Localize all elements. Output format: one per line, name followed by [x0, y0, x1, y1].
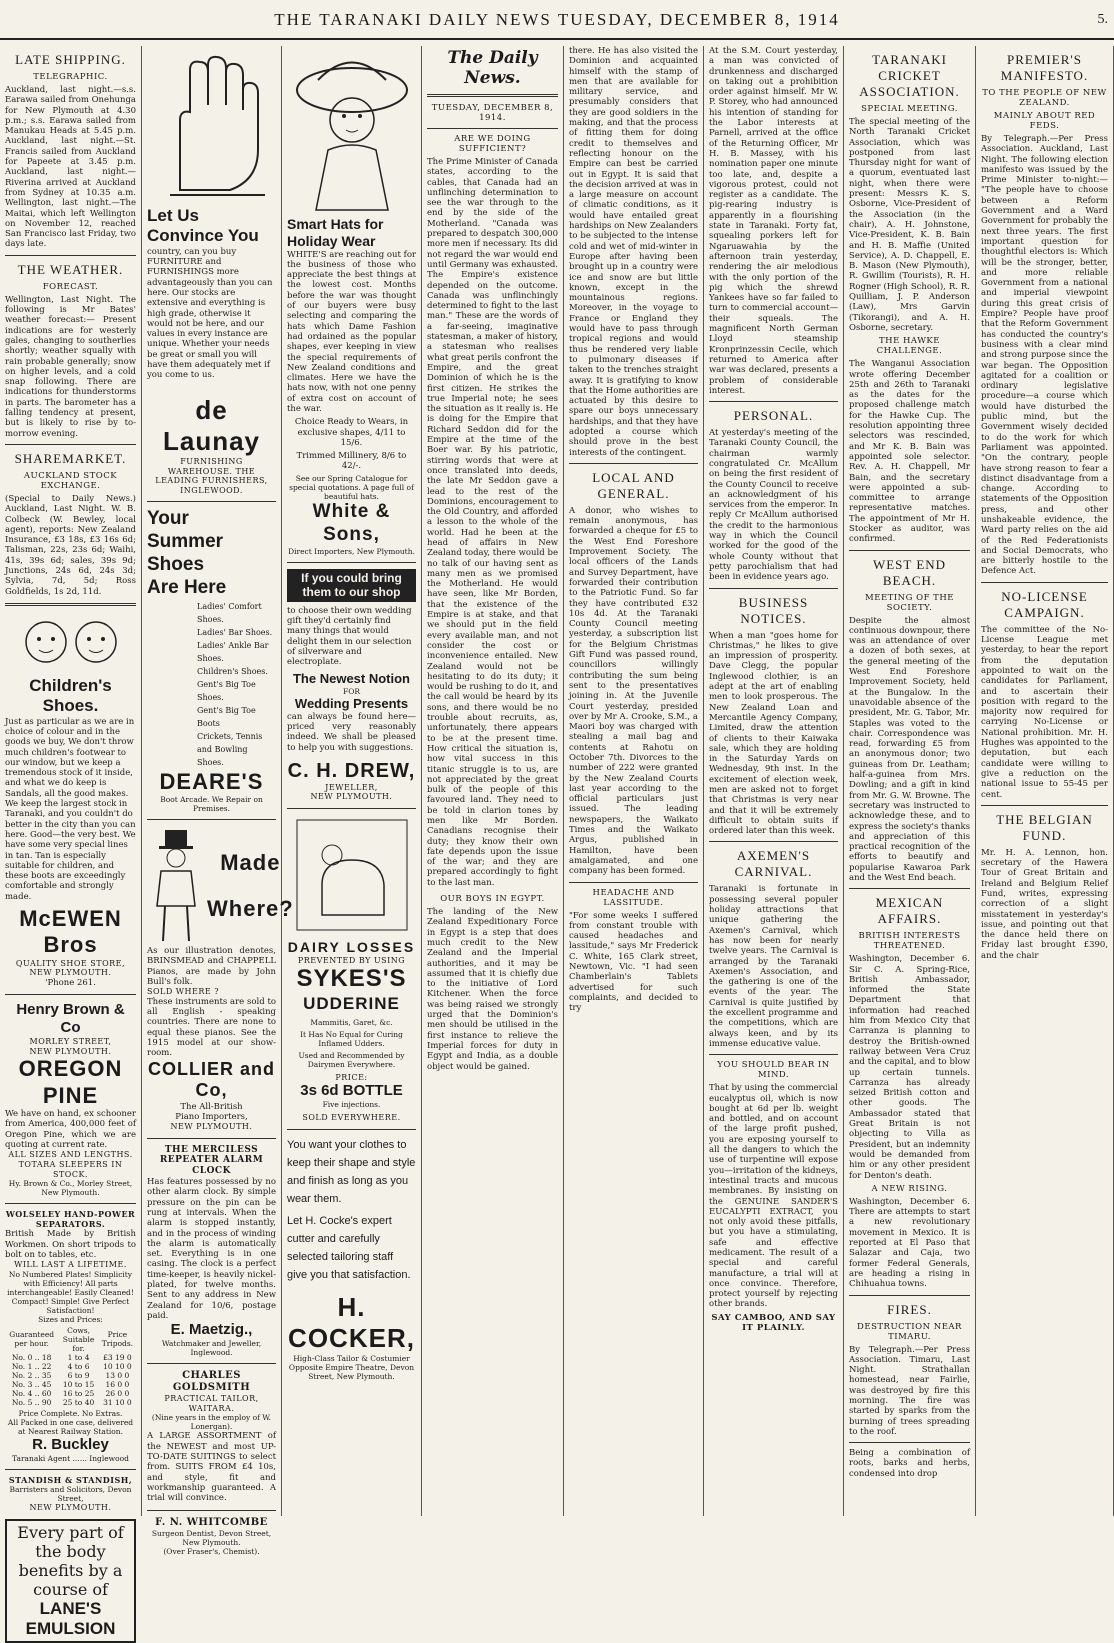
whitcombe-over: (Over Fraser's, Chemist).	[163, 1546, 260, 1556]
table-cell: 16 0 0	[105, 1379, 130, 1389]
lanes-text: Every part of the body benefits by a course of	[17, 1522, 124, 1599]
mcewen-name: McEWEN Bros	[19, 906, 122, 958]
divider	[849, 888, 970, 889]
cocker-sub: High-Class Tailor & Costumier Opposite Empire Theatre, Devon Street, New Plymouth.	[288, 1354, 415, 1382]
cocker-ad	[287, 1136, 416, 1381]
woman-in-hat-illustration	[288, 50, 416, 210]
sold-where: SOLD WHERE ?	[147, 987, 220, 997]
divider	[147, 819, 276, 820]
made-where-ad	[147, 826, 294, 1132]
divider	[569, 463, 698, 464]
premier-subheading: TO THE PEOPLE OF NEW ZEALAND.	[982, 88, 1107, 108]
oregon-sizes: ALL SIZES AND LENGTHS.	[8, 1150, 133, 1160]
buckley-name: R. Buckley	[32, 1435, 109, 1453]
column-7	[844, 46, 976, 1516]
table-cell: 26 0 0	[105, 1388, 130, 1398]
goldsmith-text: A LARGE ASSORTMENT of the NEWEST and most UP-TO-DATE SUITINGS to select from. SUITS FROM £4 10s, and style, fit and workmanship guaranteed. A trial will convince.	[147, 1431, 276, 1504]
oregon-pine-ad	[5, 1001, 136, 1197]
henry-brown-street: MORLEY STREET,	[29, 1037, 112, 1047]
table-cell: 10 to 15	[62, 1379, 95, 1389]
childrens-shoes-text: Just as particular as we are in choice of colour and in the goods we buy, We don't throw much children's footwear to our window, but we keep a tremendous stock of it inside, and what we do keep is Sandals, all the good makes. We keep the largest stock in Taranaki, and you couldn't do better in the city than you can here. Good—the very best. We have some very special lines in tan. Tan is especially suitable for children, and these boots are exceedingly comfortable and strongly made.	[5, 716, 136, 902]
goldsmith-years: (Nine years in the employ of W. Lonergan).	[151, 1413, 272, 1432]
maetzig-sub: Watchmaker and Jeweller, Inglewood.	[161, 1339, 262, 1358]
table-cell: No. 0 .. 18	[11, 1352, 52, 1362]
divider	[147, 501, 276, 502]
drew-name: C. H. DREW,	[287, 759, 416, 782]
west-end-text: Despite the almost continuous downpour, there was an attendance of over a dozen of both sexes, at the general meeting of the West End Foreshore Improvement Society, held at the Bungalow. In the unavoidable absence of the president, Mr. G. Tabor, Mr. Staples was voted to the chair. Correspondence was read, forwarding £5 from an anonymous donor; two guineas from Dr. Leatham; half-a-guinea from Mrs. Dowling; and a gift in kind from Mr. G. W. Browne. The secretary was instructed to acknowledge these, and to express the society's thanks and appreciation of this practical recognition of the efforts to beautify and popularise Kawaroa Park and the West End beach.	[849, 615, 970, 883]
notion-for: FOR	[343, 687, 360, 697]
business-notices-heading: BUSINESS NOTICES.	[738, 594, 809, 626]
divider	[287, 1129, 416, 1130]
wolseley-will: WILL LAST A LIFETIME.	[14, 1260, 127, 1270]
smart-hats-ad	[287, 216, 416, 556]
divider	[981, 582, 1108, 583]
column-8	[976, 46, 1114, 1516]
summer-are-here: Are Here	[147, 576, 227, 598]
divider	[849, 550, 970, 551]
local-general-text: A donor, who wishes to remain anonymous, has forwarded a cheque for £5 to the West End Foreshore Improvement Society. The local officers of the Lands and Survey Department, have forwarded their contribution to the Patriotic Fund. So far they have contributed £32 10s 4d. At the Taranaki County Council meeting yesterday, a subscription list for the Belgium Christmas Gift Fund was passed round, councillors willingly contributing the sum being sent to the presentatives joining in. At the Juvenile Court yesterday, presided over by Mr A. Crooke, S.M., a Maori boy was charged with stealing a mail bag and contents at Rahotu on October 7th. Divorces to the number of 222 were granted by the New Zealand Courts last year according to the official particulars just issued. The leading newspapers, the Waikato Times and the Waikato Argus, published in Hamilton, have been amalgamated, and one company has been formed.	[569, 505, 698, 877]
wolseley-sizes: Sizes and Prices:	[38, 1314, 103, 1324]
standish-name: STANDISH & STANDISH,	[8, 1474, 133, 1485]
column-5	[564, 46, 704, 1516]
editorial-text: The Prime Minister of Canada states, according to the cables, that Canada had an unflinching determination to see the war through to the end by the side of the Motherland. "Canada was prepared to despatch 300,000 more men if necessary. Its did not regard the war would end until Germany was exhausted. The Empire's existence depended on the outcome. Canada was unflinchingly determined to fight to the last man." These are the words of a far-seeing, imaginative statesman, a maker of history, a statesman who realises what great perils confront the Empire, and the great Dominion of which he is the first citizen. He strikes the true Imperial note; he sees the situation as it really is. He is doing for the Empire that Richard Seddon did for the Empire at the time of the Boer war. By his patriotic, stirring words that were at once translated into deeds, the late Mr Seddon gave a lead to the rest of the Dominions, encouragement to the Old Country, and afforded a lesson to the whole of the world. Had he been at the head of affairs in New Zealand today, there would be no talk of our having sent as many men as we promised the Motherland. He would have seen, like Mr Borden, that the existence of the Empire is at stake, and that we should put in the field every available man, and not consider the cost or inconvenience entailed. New Zealand would not be hesitating to do its duty; it would be rushing to do it, and the call would be heard by its sons, and there would be no trouble about recruits, as, unfortunately, there appears to be at the present time. How critical the situation is, how vital success in this titanic struggle is to us, are not appreciated by the great bulk of the people of this favoured land. They need to be told in clarion tones by men like Mr Borden. Canadians recognise their duty; they know their own fate depends upon the issue of the war; and they are prepared accordingly to fight to the last man.	[427, 157, 558, 888]
table-cell: £3 19 0	[103, 1352, 132, 1362]
notion-wedding: Wedding Presents	[294, 696, 409, 712]
oregon-pine-title: OREGON PINE	[18, 1056, 123, 1108]
table-header-cell: Guaranteed per hour.	[9, 1330, 55, 1349]
divider	[287, 562, 416, 563]
fires-heading: FIRES.	[887, 1301, 932, 1317]
collier-town: NEW PLYMOUTH.	[170, 1122, 253, 1132]
made-caption: As our illustration denotes, BRINSMEAD and CHAPPELL Pianos, are made by John Bull's folk.	[147, 945, 276, 987]
convince-ad	[147, 206, 276, 495]
whitcombe-ad	[147, 1517, 276, 1556]
summer-your: Your	[147, 508, 189, 530]
drew-sub: JEWELLER,	[325, 782, 378, 792]
divider	[5, 255, 136, 256]
summer-item: Gent's Big Toe Boots	[197, 705, 256, 728]
wolseley-title: WOLSELEY HAND-POWER SEPARATORS.	[5, 1209, 136, 1229]
table-cell: 16 to 25	[62, 1388, 95, 1398]
summer-item: Ladies' Bar Shoes.	[197, 627, 273, 637]
west-end-subheading: MEETING OF THE SOCIETY.	[865, 592, 954, 613]
egypt-text: The landing of the New Zealand Expeditionary Force in Egypt is a step that does much credit to the New Zealand and the Imperial authorities, and it may be assumed that it is chiefly due to the initiative of Lord Kitchener. When the force was being raised we strongly urged that the Dominion's men should be utilised in the first instance to relieve the Imperial forces for duty in Egypt and India, as a double object would be gained.	[427, 907, 558, 1072]
table-row	[5, 1371, 136, 1380]
weather-subheading: FORECAST.	[42, 281, 99, 292]
newspaper-title: THE TARANAKI DAILY NEWS TUESDAY, DECEMBER 8, 1914	[274, 10, 840, 29]
sykes-line: Mammitis, Garet, &c.	[310, 1017, 393, 1027]
axemen-text: Taranaki is fortunate in possessing several populer holiday attractions that unique gathering the Axemen's Carnival, which has now been for nearly twelve years. The Carnival is arranged by the Taranaki Axemen's Association, and the gathering is one of the events of the year. The Carnival is quite justified by the excellent programme and the competitions, which are always keen, and by its immense educative value.	[709, 884, 838, 1049]
table-cell: 13 0 0	[105, 1370, 130, 1380]
editorial-date: TUESDAY, DECEMBER 8, 1914.	[431, 103, 554, 123]
standish-town: NEW PLYMOUTH.	[29, 1503, 112, 1513]
page-number: 5.	[1097, 12, 1108, 27]
late-shipping-subheading: TELEGRAPHIC.	[33, 72, 108, 82]
mexican-text: Washington, December 6. Sir C. A. Spring-Rice, British Ambassador, informed the State Department that information had reached him from Mexico City that Carranza is planning to destroy the British-owned railway between Vera Cruz and the capital, and to blow up certain tunnels. Carranza has already seized British cotton and other goods. The Ambassador stated that Great Britain is not objecting to Villa as President, but an indemnity would be demanded from him or any other president for Denton's death.	[849, 954, 970, 1181]
divider	[981, 805, 1108, 806]
late-shipping-text: Auckland, last night.—s.s. Earawa sailed from Onehunga for New Plymouth at 4.30 p.m.; s.s. Earawa sailed from Manukau Heads at 5.45 p.m. Auckland, last night.—St. Francis sailed from Auckland for Papeete at 3.45 p.m. Auckland, last night.—Riverina arrived at Auckland from Sydney at 10.35 a.m. Wellington, last night.—The Maitai, which left Wellington on November 12, reached San Francisco last Friday, two days late.	[5, 85, 136, 250]
hats-see: See our Spring Catalogue for special quotations. A page full of beautiful hats.	[289, 474, 414, 502]
collier-sub2: Piano Importers,	[175, 1111, 248, 1122]
goldsmith-name: CHARLES GOLDSMITH	[172, 1370, 251, 1394]
being-text: Being a combination of roots, barks and herbs, condensed into drop	[849, 1448, 970, 1479]
sykes-price-label: PRICE:	[335, 1072, 368, 1082]
table-cell: 1 to 4	[67, 1352, 90, 1362]
belgian-fund-heading: THE BELGIAN FUND.	[996, 811, 1093, 843]
table-cell: 25 to 40	[62, 1397, 95, 1407]
table-row	[5, 1380, 136, 1389]
oregon-footer: Hy. Brown & Co., Morley Street, New Plymouth.	[8, 1179, 133, 1198]
personal-text: At yesterday's meeting of the Taranaki County Council, the chairman warmly congratulated Cr. McAllum on being the first resident of the County Council to receive an acknowledgment of his services from the emperor. In reply Cr McAllum authorised the credit to the harmonious way in which the Council worked for the good of the whole County without that petty parochialism that had been in evidence years ago.	[709, 428, 838, 583]
sharemarket-subheading: AUCKLAND STOCK EXCHANGE.	[23, 470, 118, 491]
table-row	[5, 1362, 136, 1371]
weather-heading: THE WEATHER.	[17, 261, 124, 277]
cricket-text: The special meeting of the North Taranaki Cricket Association, which was postponed from last Thursday night for want of a quorum, eventuated last night, when there were present: Messrs K. S. Osborne, Vice-President of the Association (in the chair), A. H. Johnstone, Vice-President, K. B. Bain and H. B. Maffie (United Service), A. D. Chappell, E. B. Mason (New Plymouth), R. Gwillim (Tourists), R. H. Rogner (High School), R. R. Quilliam, J. P. Anderson (Law), Mrs Garvin (Tikorangi), and A. H. Osborne, secretary.	[849, 117, 970, 333]
oregon-totara: TOTARA SLEEPERS IN STOCK.	[18, 1159, 123, 1179]
summer-item: Gent's Big Toe Shoes.	[197, 679, 256, 702]
wolseley-packed: All Packed in one case, delivered at Nearest Railway Station.	[7, 1417, 134, 1436]
table-cell: No. 2 .. 35	[11, 1370, 52, 1380]
premier-subheading-2: MAINLY ABOUT RED FEDS.	[993, 111, 1096, 131]
editorial-heading: ARE WE DOING SUFFICIENT?	[454, 134, 531, 154]
divider	[709, 401, 838, 402]
wolseley-ad	[5, 1210, 136, 1463]
table-row	[5, 1353, 136, 1362]
nameplate: The Daily News.	[447, 48, 538, 88]
sykes-line: It Has No Equal for Curing Inflamed Udders.	[300, 1029, 403, 1048]
bear-in-mind-text: That by using the commercial eucalyptus oil, which is now bought at 6d per lb. weight and bottled, and on account of the large profit pushed, you are exposing yourself to all the dangers to which the use of turpentine will expose you—irritation of the kidneys, intestinal tracts and mucous membranes. By insisting on the GENUINE SANDER'S EUCALYPTI EXTRACT, you not only avoid these pitfalls, but you have a stimulating, safe and effective medicament. The result of a special and careful manufacture, a trial will at once convince. Therefore, protect yourself by rejecting other brands.	[709, 1083, 838, 1310]
west-end-heading: WEST END BEACH.	[872, 556, 947, 588]
rising-subheading: A NEW RISING.	[871, 1183, 948, 1194]
table-cell: No. 5 .. 90	[11, 1397, 52, 1407]
table-header-cell: Cows, Suitable for.	[62, 1325, 95, 1353]
notion-text: can always be found here—priced very reasonably indeed. We shall be pleased to help you with suggestions.	[287, 711, 416, 753]
divider	[5, 1203, 136, 1204]
summer-shoes-title: Summer Shoes	[147, 531, 224, 575]
headache-heading: HEADACHE AND LASSITUDE.	[592, 887, 675, 908]
hand-illustration	[150, 50, 274, 200]
summer-shoes-ad	[147, 508, 276, 813]
convince-text: country, can you buy FURNITURE and FURNISHINGS more advantageously than you can here. Our stocks are extensive and everything is high grade, otherwise it would not be here, and our values in every instance are unique. Whether your needs be great or small you will have them adequately met if you come to us.	[147, 246, 273, 381]
goldsmith-sub: PRACTICAL TAILOR, WAITARA.	[164, 1394, 259, 1413]
table-row	[5, 1389, 136, 1398]
table-row	[5, 1398, 136, 1407]
wolseley-complete: Price Complete. No Extras.	[18, 1408, 123, 1418]
rising-text: Washington, December 6. There are attempts to start a new revolutionary movement in Mexico. It is reported at El Paso that Salazar and Caja, two former Federal Generals, are heading a rising in Chihuahua towns.	[849, 1196, 970, 1290]
business-notices-text: When a man "goes home for Christmas," he likes to give an impression of prosperity. Dave Clegg, the popular Inglewood clothier, is an adept at the art of enabling men to look prosperous. The New Zealand Loan and Mercantile Agency Company, Limited, draw the attention of clients to their Kaiwaka sale, which they are holding in the Saturday Yards on Wednesday, 9th inst. In the excitement of election week, men are asked not to forget that Christmas is very near and that it will be extremely difficult to obtain suits if ordered later than this week.	[709, 630, 838, 837]
dairy-losses-title: DAIRY LOSSES	[287, 939, 416, 955]
drew-ad	[287, 569, 416, 802]
divider	[849, 1442, 970, 1443]
buckley-sub: Taranaki Agent ...... Inglewood	[12, 1453, 129, 1463]
hats-choice: Choice Ready to Wears, in exclusive shapes, 4/11 to 15/6.	[294, 417, 409, 448]
sykes-title: SYKES'S	[296, 965, 407, 993]
sykes-line: Used and Recommended by Dairymen Everywhere.	[298, 1050, 405, 1069]
fires-text: By Telegraph.—Per Press Association. Timaru, Last Night. Strathallan homestead, near Fairlie, was destroyed by fire this morning. The fire was started by sparks from the burning of trees spreading to the roof.	[849, 1344, 970, 1437]
bring-title: If you could bring them to our shop	[287, 569, 416, 602]
hawke-text: The Wanganui Association wrote offering December 25th and 26th to Taranaki as the dates for the proposed challenge match for the Hawke Cup. The resolution appointing three selectors was rescinded, and Mr K. B. Bain was appointed sole selector. Rev. A. H. Chappell, Mr Bain, and the secretary were appointed a sub-committee to arrange representative matches. The appointment of Mr H. Stocker as auditor, was confirmed.	[849, 359, 970, 545]
summer-item: Ladies' Comfort Shoes.	[197, 601, 262, 624]
wolseley-points: No Numbered Plates! Simplicity with Efficiency! All parts interchangeable! Easily Cleaned! Compact! Simple! Give Perfect Satisfaction!	[7, 1269, 134, 1315]
table-header-row	[5, 1326, 136, 1353]
personal-heading: PERSONAL.	[733, 408, 814, 424]
divider	[147, 1138, 276, 1139]
column-1	[0, 46, 142, 1638]
merciless-text: Has features possessed by no other alarm clock. By simple pressure on the pin can be rung at intervals. When the alarm is stopped instantly, and in the process of winding the alarm is automatically set. Everything is in one casing. The clock is a perfect time-keeper, is heavily nickel-plated, for twelve months. Sent to any address in New Zealand for 10/6, postage paid.	[147, 1177, 276, 1321]
headache-text: "For some weeks I suffered from constant trouble with caused headaches and lassitude," says Mr Frederick C. White, 165 Clark street, Newtown, Vic. "I had seen Chamberlain's Tablets advertised for such complaints, and decided to try	[569, 910, 698, 1014]
oregon-pine-text: We have on hand, ex schooner from America, 400,000 feet of Oregon Pine, which we are quoting at current rate.	[5, 1109, 136, 1151]
childrens-shoes-title: Children's Shoes.	[29, 675, 112, 716]
cow-illustration	[292, 815, 412, 935]
no-license-text: The committee of the No-License League met yesterday, to hear the report from the deputation appointed to wait on the candidates for Parliament, and to ascertain their position with regard to the majority now required for carrying No-License or National prohibition. Mr. H. Hughes was appointed to the deputation, but each candidate were willing to give a reduction on the national issue to 55-45 per cent.	[981, 624, 1108, 800]
hats-trimmed: Trimmed Millinery, 8/6 to 42/-.	[296, 450, 407, 472]
mexican-subheading: BRITISH INTERESTS THREATENED.	[858, 931, 961, 952]
deares-title: DEARE'S	[159, 768, 264, 794]
cocker-name: H. COCKER,	[288, 1291, 415, 1353]
divider	[427, 94, 558, 97]
sykes-sold: SOLD EVERYWHERE.	[302, 1113, 401, 1123]
table-cell: No. 4 .. 60	[11, 1388, 52, 1398]
col5-text-top: there. He has also visited the Dominion and acquainted himself with the stamp of men that are available for military service, and presumably considers that they are good soldiers in the making, and that the process of fitting them for doing credit to themselves and reflecting honour on the Empire can best be carried out in Egypt. It is said that the decision arrived at was in a large measure on account of climatic conditions, as it would have entailed great hardships on New Zealanders to be subjected to the intense cold and wet of mid-winter in Europe after having been brought up in a country were ice and snow are but little known, except in the mountainous regions. Moreover, in the voyage to France or England they would have to pass through tropical regions and would thus be rendered very liable to pulmonary diseases if taken to the trenches straight away. It is gratifying to know that the Home authorities are actuated by this desire to spare our boys unnecessary hardships, and that they have adopted a course which should prove in the best interests of the contingent.	[569, 46, 699, 458]
divider	[5, 603, 136, 606]
merciless-title: THE MERCILESS REPEATER ALARM CLOCK	[159, 1144, 264, 1177]
sharemarket-heading: SHAREMARKET.	[14, 450, 127, 466]
sykes-bottle: 3s 6d BOTTLE	[300, 1082, 403, 1100]
children-faces-illustration	[11, 612, 131, 670]
belgian-fund-text: Mr. H. A. Lennon, hon. secretary of the Hawera Tour of Great Britain and Ireland and Belgium Relief Fund, writes, expressing correction of a slight misstatement in yesterday's issue, and pointing out that the dance held there on Friday last brought £390, and the chair	[981, 847, 1108, 961]
made-title: Made	[220, 849, 281, 875]
smart-hats-title: Smart Hats for Holiday Wear	[287, 216, 384, 249]
goldsmith-ad	[147, 1370, 276, 1503]
divider	[5, 994, 136, 995]
column-2	[142, 46, 294, 1556]
henry-brown-town: NEW PLYMOUTH.	[29, 1046, 112, 1056]
maetzig-name: E. Maetzig.,	[170, 1321, 253, 1339]
childrens-shoes-ad	[5, 676, 136, 988]
wolseley-text: British Made by British Workmen. On short tripods to bolt on to tables, etc.	[5, 1229, 136, 1260]
sykes-prevented: PREVENTED BY USING	[297, 955, 406, 965]
late-shipping-heading: LATE SHIPPING.	[15, 52, 126, 67]
divider	[427, 128, 558, 129]
summer-item: Crickets, Tennis and Bowling Shoes.	[197, 731, 263, 767]
divider	[287, 808, 416, 809]
table-cell: 10 10 0	[103, 1361, 132, 1371]
cricket-heading: TARANAKI CRICKET ASSOCIATION.	[859, 52, 960, 99]
de-launay-sub: FURNISHING WAREHOUSE. THE LEADING FURNISHERS,	[155, 457, 268, 486]
column-3	[282, 46, 422, 1516]
sykes-five: Five injections.	[322, 1100, 381, 1110]
mcewen-town: NEW PLYMOUTH.	[29, 968, 112, 978]
masthead	[0, 0, 1114, 40]
lanes-title: LANE'S EMULSION	[25, 1598, 116, 1638]
table-cell: 6 to 9	[67, 1370, 90, 1380]
bear-in-mind-footer: SAY CAMBOO, AND SAY IT PLAINLY.	[711, 1312, 836, 1333]
table-cell: 31 10 0	[103, 1397, 132, 1407]
mcewen-phone: 'Phone 261.	[45, 977, 96, 988]
collier-title: COLLIER and Co,	[148, 1058, 275, 1101]
no-license-heading: NO-LICENSE CAMPAIGN.	[1001, 588, 1088, 620]
white-sons-name: White & Sons,	[312, 501, 391, 546]
mcewen-sub: QUALITY SHOE STORE,	[15, 958, 126, 968]
cocker-let: Let H. Cocke's expert cutter and carefully selected tailoring staff give you that satisfaction.	[287, 1214, 411, 1281]
sykes-ad	[287, 815, 416, 1123]
summer-item: Ladies' Ankle Bar Shoes.	[197, 640, 269, 663]
where-title: Where?	[207, 895, 294, 921]
divider	[147, 1363, 276, 1364]
whitcombe-sub: Surgeon Dentist, Devon Street, New Plymouth.	[151, 1528, 272, 1547]
whitcombe-name: F. N. WHITCOMBE	[155, 1516, 268, 1528]
egypt-heading: OUR BOYS IN EGYPT.	[440, 894, 545, 905]
col6-text-top: At the S.M. Court yesterday, a man was convicted of drunkenness and discharged on taking out a prohibition order against himself. Mr W. P. Storey, who had announced his intention of standing for the Labor interests at Parnell, arrived at the office of the Returning Officer, Mr H. B. Massey, with his nomination paper one minute too late, and, despite a vigorous protest, could not register as a candidate. The pig-rearing industry is apparently in a flourishing state in Taranaki. Forty fat, squealing porkers left for Ngaruawahia by the afternoon train yesterday, rendering the air melodious with the only portion of the pig which the shrewd Yankees have so far failed to turn to commercial account—their squeals. The magnificent North German Lloyd steamship Kronprinzessin Cecile, which returned to America after war was declared, presents a problem of considerable interest.	[709, 46, 838, 396]
collier-sub: The All-British	[180, 1101, 243, 1112]
axemen-heading: AXEMEN'S CARNIVAL.	[734, 848, 813, 880]
column-4	[422, 46, 564, 1516]
divider	[5, 1469, 136, 1470]
john-bull-illustration	[147, 826, 207, 946]
divider	[849, 1295, 970, 1296]
mexican-heading: MEXICAN AFFAIRS.	[875, 895, 944, 927]
column-6	[704, 46, 844, 1516]
merciless-ad	[147, 1145, 276, 1358]
premier-heading: PREMIER'S MANIFESTO.	[1000, 52, 1089, 83]
divider	[709, 588, 838, 589]
table-cell: No. 3 .. 45	[11, 1379, 52, 1389]
de-launay-title: de Launay	[162, 394, 261, 456]
convince-title: Let Us Convince You	[147, 206, 259, 246]
drew-town: NEW PLYMOUTH.	[310, 792, 393, 802]
hawke-subheading: THE HAWKE CHALLENGE.	[876, 336, 943, 357]
fires-subheading: DESTRUCTION NEAR TIMARU.	[857, 1321, 962, 1342]
separator-price-table	[5, 1326, 136, 1407]
divider	[5, 444, 136, 445]
sharemarket-text: (Special to Daily News.) Auckland, Last Night. W. B. Colbeck (W. Bewley, local agent), reports: New Zealand Insurance, £3 18s, £3 16s 6d; Talisman, 22s, 23s 6d; Waihi, 41s, 39s 6d; sales, 39s 9d; Junctions, 24s 6d, 24s 3d; Sylvia, 7d, 5d; Ross Goldfields, 1s 2d, 11d.	[5, 493, 136, 597]
summer-item: Children's Shoes.	[197, 666, 268, 676]
local-general-heading: LOCAL AND GENERAL.	[592, 469, 675, 501]
sykes-udderine: UDDERINE	[303, 994, 400, 1014]
divider	[709, 1054, 838, 1055]
made-text: These instruments are sold to all English - speaking countries. There are none to equal these pianos. See the 1915 model at our show-room.	[147, 996, 276, 1059]
divider	[709, 841, 838, 842]
smart-hats-text: WHITE'S are reaching out for the business of those who appreciate the best things at the lowest cost. Months before the war was thought of our buyers were busy selecting and comparing the hats which Dame Fashion had ordained as the popular shapes, ever keeping in view the special requirements of New Zealand conditions and climates. Here we have the hats now, with not one penny of extra cost on account of the war.	[287, 249, 416, 415]
bear-in-mind-heading: YOU SHOULD BEAR IN MIND.	[717, 1060, 830, 1081]
deares-sub: Boot Arcade. We Repair on Premises.	[160, 794, 263, 813]
divider	[569, 882, 698, 883]
bring-text: to choose their own wedding gift they'd certainly find many things that would delight them in our selection of silverware and electroplate.	[287, 605, 412, 668]
table-header-cell: Price Tripods.	[101, 1330, 134, 1349]
henry-brown-name: Henry Brown & Co	[16, 1001, 125, 1037]
standish-ad	[5, 1476, 136, 1513]
lanes-emulsion-ad	[5, 1519, 136, 1643]
cricket-subheading: SPECIAL MEETING.	[861, 104, 958, 114]
premier-text: By Telegraph.—Per Press Association. Auckland, Last Night. The following election manifesto was issued by the Prime Minister to-night:— "The people have to choose between a Reform Government and a Ward Government for probably the next three years. The first important question for thoughtful electors is: Which will be the stronger, better, and more reliable Government from a national and imperial viewpoint during this great crisis of Empire? People have proof that the Reform Government has conducted the country's business with a clear mind and strong purpose since the war began. The Opposition agitated for a coalition or ordinary legislative procedure—a course which would have disturbed the public mind, but the Government wisely decided to do the work for which Parliament was appointed. "On the contrary, people have strong reason to fear a distinct disadvantage from a change. According to statements of the Opposition press, and other unshakeable evidence, the Ward party relies on the aid of the Red Federationists and Social Democrats, who are bitterly hostile to the Defence Act.	[981, 134, 1108, 577]
standish-sub: Barristers and Solicitors, Devon Street,	[9, 1485, 132, 1504]
cocker-want: You want your clothes to keep their shape and style and finish as long as you wear them.	[287, 1138, 416, 1205]
notion-title: The Newest Notion	[292, 671, 410, 687]
table-cell: 4 to 6	[67, 1361, 90, 1371]
divider	[147, 1510, 276, 1511]
de-launay-town: INGLEWOOD.	[180, 485, 243, 495]
white-sons-sub: Direct Importers, New Plymouth.	[288, 546, 415, 556]
table-cell: No. 1 .. 22	[11, 1361, 52, 1371]
weather-text: Wellington, Last Night. The following is Mr Bates' weather forecast:— Present indications are for westerly gales, changing to southerlies shortly; weather squally with rain probable generally; snow on higher levels, and a cold snap following. There are indications for thunderstorms in parts. The barometer has a falling tendency at present, but is likely to rise by to-morrow evening.	[5, 294, 136, 439]
